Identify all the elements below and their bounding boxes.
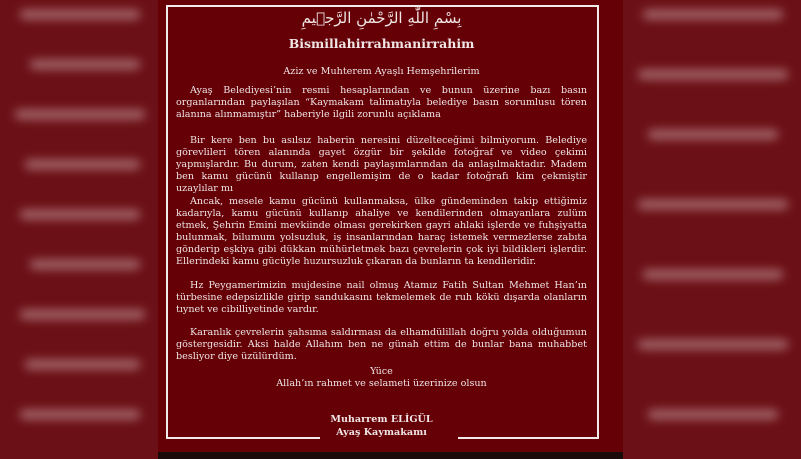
bottom-strip xyxy=(158,452,623,459)
signature-title: Ayaş Kaymakamı xyxy=(336,427,427,438)
paragraph: Karanlık çevrelerin şahsıma saldırması da elhamdülillah doğru yolda olduğumun göstergesidir. Aksi halde Allahım ben ne günah ettim de bunlar bana muhabbet besliyor diye üzülürdüm. xyxy=(176,327,587,362)
heading: Bismillahirrahmanirrahim xyxy=(288,36,475,51)
closing-line: Yüce xyxy=(370,366,393,377)
statement-poster xyxy=(158,0,623,452)
blurred-background-right xyxy=(623,0,801,459)
closing-line: Allah’ın rahmet ve selameti üzerinize olsun xyxy=(276,378,487,389)
paragraph: Ancak, mesele kamu gücünü kullanmaksa, ülke gündeminden takip ettiğimiz kadarıyla, kamu gücünü kullanıp ahaliye ve kendilerinden olmayanlara zulüm etmek, Şehrin Emini mevkiinde olması gerekirken gayri ahlaki işlerde ve fuhşiyatta bulunmak, bilumum yolsuzluk, iş insanlarından haraç istemek vermezlerse zabıta gönderip eşkiya gibi dükkan mühürletmek bazı çevrelerin çok iyi bildikleri işlerdir. Ellerindeki kamu gücüyle huzursuzluk çıkaran da bunların ta kendileridir. xyxy=(176,196,587,267)
paragraph: Ayaş Belediyesi’nin resmi hesaplarından ve bunun üzerine bazı basın organlarından paylaşılan “Kaymakam talimatıyla belediye basın sorumlusu tören alanına alınmamıştır” haberiyle ilgili zorunlu açıklama xyxy=(176,85,587,120)
paragraph: Bir kere ben bu asılsız haberin neresini düzelteceğimi bilmiyorum. Belediye görevlileri tören alanında gayet özgür bir şekilde fotoğraf ve video çekimi yapmışlardır. Bu durum, zaten kendi paylaşımlarından da anlaşılmaktadır. Madem ben kamu gücünü kullanıp engellemişim de o kadar fotoğrafı kim çekmiştir uzaylılar mı xyxy=(176,135,587,194)
greeting: Aziz ve Muhterem Ayaşlı Hemşehrilerim xyxy=(283,66,480,77)
arabic-heading: بِسْمِ اللّٰهِ الرَّحْمٰنِ الرَّج۪يمِ xyxy=(301,9,462,27)
blurred-background-left xyxy=(0,0,158,459)
paragraph: Hz Peygamerimizin mujdesine nail olmuş Atamız Fatih Sultan Mehmet Han’ın türbesine edepsizlikle girip sandukasını tekmelemek de ruh kökü dışarda olanların tıynet ve cibilliyetinde vardır. xyxy=(176,280,587,315)
signature-name: Muharrem ELİGÜL xyxy=(330,414,433,425)
